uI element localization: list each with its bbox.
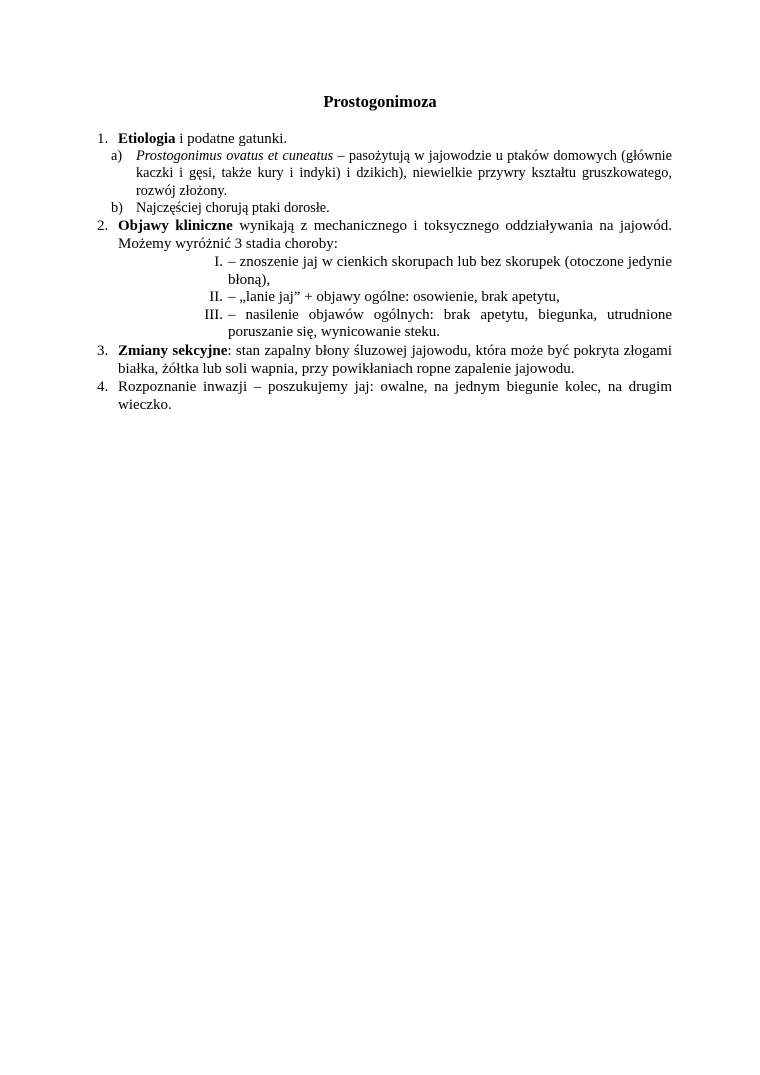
- stage-marker: II.: [209, 289, 223, 306]
- item-text: Rozpoznanie inwazji – poszukujemy jaj: owalne, na jednym biegunie kolec, na drugim wieczko.: [118, 378, 672, 413]
- sublist-text: – pasożytują w jajowodzie u ptaków domowych (głównie kaczki i gęsi, także kury i indyki) i dzikich), niewielkie przywry kształtu gruszkowatego, rozwój złożony.: [136, 148, 672, 199]
- stage-marker: III.: [204, 306, 223, 323]
- page-title: Prostogonimoza: [323, 92, 437, 111]
- list-item-text: [118, 378, 672, 414]
- list-item-rozpoznanie: [97, 378, 672, 414]
- species-name: Prostogonimus ovatus et cuneatus: [136, 148, 334, 164]
- list-number: 4.: [97, 378, 109, 395]
- list-item-text: [118, 342, 672, 378]
- list-number: 1.: [97, 131, 109, 147]
- item-text: : stan zapalny błony śluzowej jajowodu, która może być pokryta złogami białka, żółtka lub soli wapnia, przy powikłaniach ropne zapalenie jajowodu.: [118, 342, 673, 377]
- list-item-text: [118, 130, 672, 148]
- bold-term: Objawy kliniczne: [118, 218, 233, 235]
- stage-item-3: [97, 307, 672, 342]
- list-number: 3.: [97, 342, 109, 359]
- stage-text: – nasilenie objawów ogólnych: brak apetytu, biegunka, utrudnione poruszanie się, wynicowanie steku.: [228, 306, 672, 341]
- sublist-marker: a): [111, 148, 123, 164]
- bold-term: Zmiany sekcyjne: [118, 342, 228, 359]
- list-item-etiologia: [97, 130, 672, 148]
- stage-text: – znoszenie jaj w cienkich skorupach lub bez skorupek (otoczone jedynie błoną),: [228, 254, 672, 288]
- bold-term: Etiologia: [118, 131, 176, 147]
- list-item-zmiany: [97, 342, 672, 378]
- sublist-item-b: [97, 200, 672, 217]
- stage-item-2: [97, 289, 672, 307]
- item-text: wynikają z mechanicznego i toksycznego oddziaływania na jajowód. Możemy wyróżnić 3 stadia choroby:: [118, 218, 672, 253]
- stage-list: [97, 254, 672, 342]
- sublist-item-a: [97, 148, 672, 200]
- sublist-marker: b): [111, 199, 123, 216]
- stage-item-1: [97, 254, 672, 289]
- list-item-objawy: [97, 217, 672, 253]
- list-item-text: [118, 217, 672, 253]
- sublist-text: Najczęściej chorują ptaki dorosłe.: [136, 199, 330, 216]
- document-body: [97, 130, 672, 414]
- stage-marker: I.: [214, 254, 223, 271]
- stage-text: – „lanie jaj” + objawy ogólne: osowienie, brak apetytu,: [228, 289, 560, 306]
- item-text: i podatne gatunki.: [175, 131, 288, 147]
- list-number: 2.: [97, 218, 109, 235]
